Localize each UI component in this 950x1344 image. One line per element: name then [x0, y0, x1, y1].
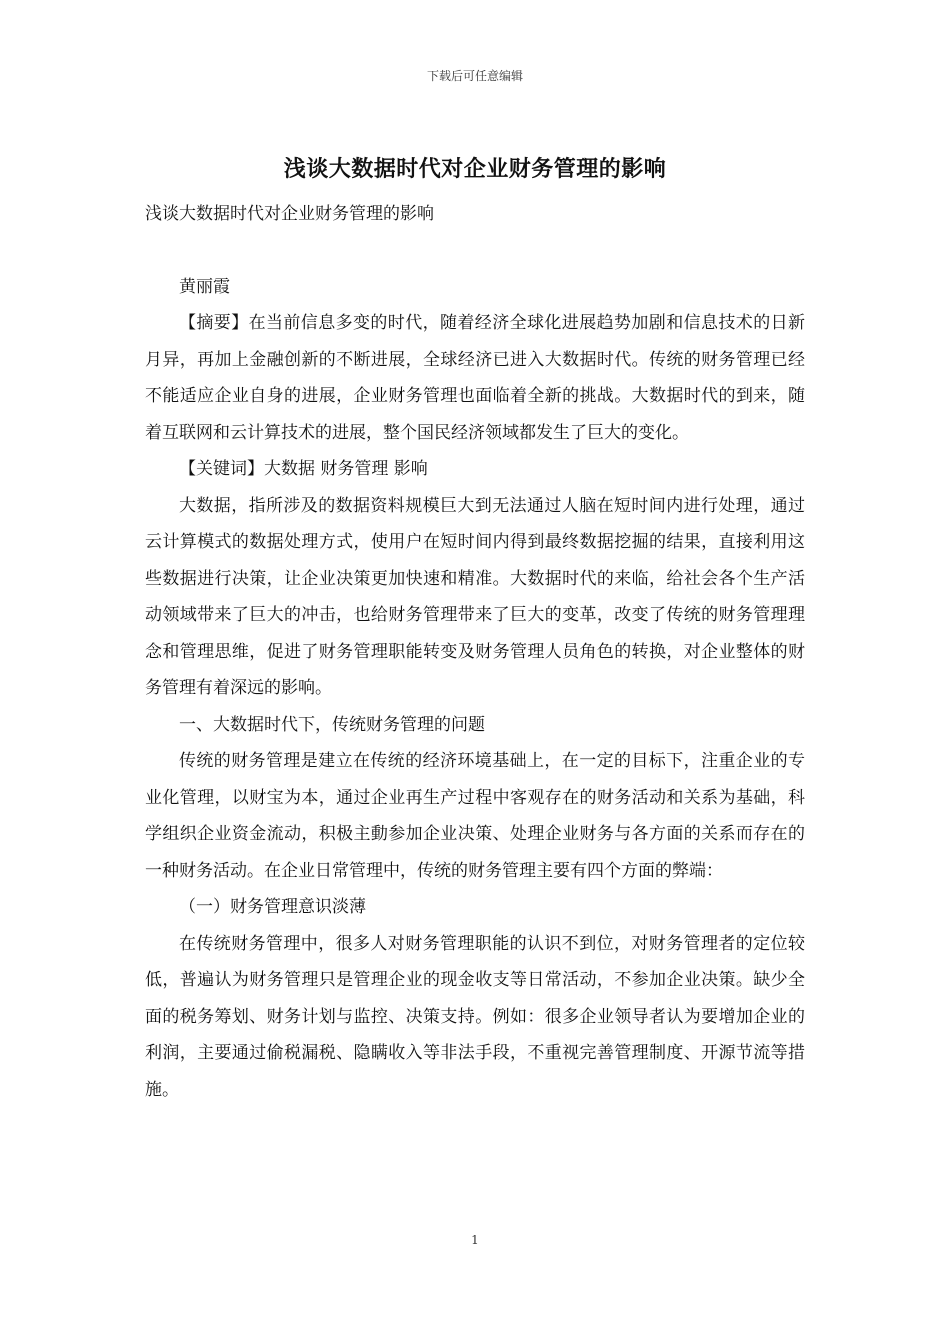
- subtitle: 浅谈大数据时代对企业财务管理的影响: [145, 204, 434, 224]
- blank-line: [145, 233, 805, 269]
- subsection-heading: （一）财务管理意识淡薄: [179, 897, 366, 917]
- author: 黄丽霞: [179, 276, 230, 297]
- document-title: 浅谈大数据时代对企业财务管理的影响: [283, 156, 667, 182]
- page-number: 1: [471, 1233, 479, 1247]
- document-body: [145, 196, 805, 1108]
- body-paragraph: 在传统财务管理中，很多人对财务管理职能的认识不到位，对财务管理者的定位较低，普遍认为财务管理只是管理企业的现金收支等日常活动，不参加企业决策。缺少全面的税务筹划、财务计划与监控、决策支持。例如：很多企业领导者认为要增加企业的利润，主要通过偷税漏税、隐瞒收入等非法手段，不重视完善管理制度、开源节流等措施。: [145, 933, 805, 1100]
- body-paragraph: 大数据，指所涉及的数据资料规模巨大到无法通过人脑在短时间内进行处理，通过云计算模式的数据处理方式，使用户在短时间内得到最终数据挖掘的结果，直接利用这些数据进行决策，让企业决策更加快速和精准。大数据时代的来临，给社会各个生产活动领域带来了巨大的冲击，也给财务管理带来了巨大的变革，改变了传统的财务管理理念和管理思维，促进了财务管理职能转变及财务管理人员角色的转换，对企业整体的财务管理有着深远的影响。: [145, 495, 805, 698]
- body-paragraph: 传统的财务管理是建立在传统的经济环境基础上，在一定的目标下，注重企业的专业化管理，以财宝为本，通过企业再生产过程中客观存在的财务活动和关系为基础，科学组织企业资金流动，积极主動参加企业决策、处理企业财务与各方面的关系而存在的一种财务活动。在企业日常管理中，传统的财务管理主要有四个方面的弊端：: [145, 751, 805, 881]
- page-header: 下载后可任意编辑: [426, 69, 523, 83]
- section-heading: 一、大数据时代下，传统财务管理的问题: [179, 714, 485, 735]
- keywords-paragraph: 【关键词】大数据 财务管理 影响: [179, 459, 428, 479]
- abstract-paragraph: 【摘要】在当前信息多变的时代，随着经济全球化进展趋势加剧和信息技术的日新月异，再加上金融创新的不断进展，全球经济已进入大数据时代。传统的财务管理已经不能适应企业自身的进展，企业财务管理也面临着全新的挑战。大数据时代的到来，随着互联网和云计算技术的进展，整个国民经济领域都发生了巨大的变化。: [145, 313, 805, 443]
